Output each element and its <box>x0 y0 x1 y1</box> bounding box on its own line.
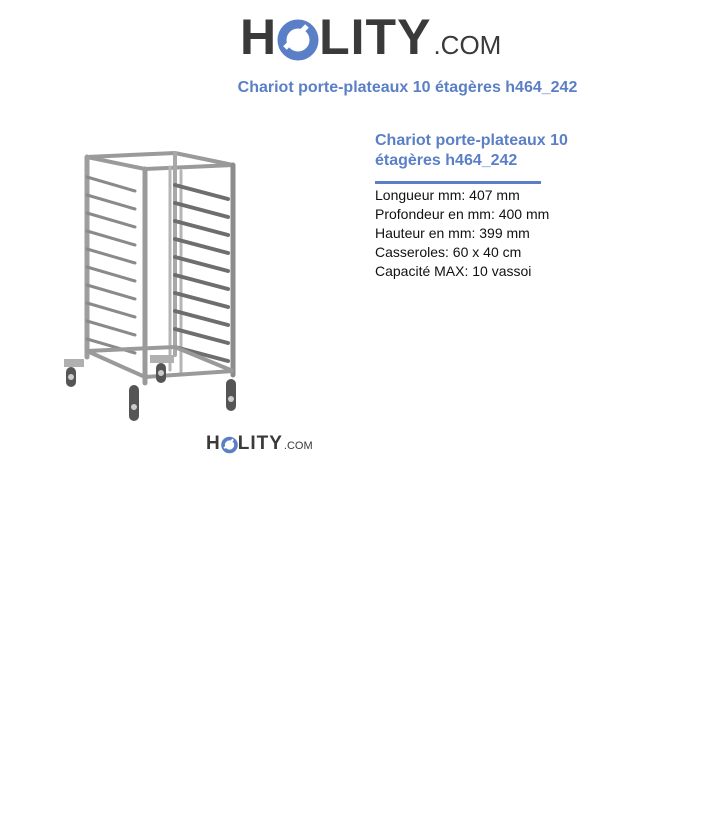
product-image <box>50 145 250 435</box>
spec-capacity: Capacité MAX: 10 vassoi <box>375 263 532 279</box>
page-title: Chariot porte-plateaux 10 étagères h464_242 <box>237 79 578 96</box>
spec-depth: Profondeur en mm: 400 mm <box>375 206 550 222</box>
spec-length: Longueur mm: 407 mm <box>375 187 520 203</box>
watermark-letters-lity: LITY <box>237 433 283 454</box>
product-title <box>375 131 605 171</box>
spec-height: Hauteur en mm: 399 mm <box>375 225 530 241</box>
logo-letter-h: H <box>240 9 278 65</box>
watermark-ring-icon <box>221 436 238 454</box>
logo-ring-icon <box>277 18 319 62</box>
watermark-suffix: .COM <box>283 440 313 452</box>
logo-letters-lity: LITY <box>319 9 432 65</box>
watermark-letter-h: H <box>206 433 221 454</box>
product-title-line1: Chariot porte-plateaux 10 <box>375 132 568 149</box>
image-watermark-logo <box>206 434 313 454</box>
spec-list <box>375 186 549 281</box>
title-underline <box>375 181 541 184</box>
product-title-line2: étagères h464_242 <box>375 152 518 169</box>
spec-pans: Casseroles: 60 x 40 cm <box>375 244 522 260</box>
logo-suffix: .COM <box>433 30 502 60</box>
site-logo[interactable] <box>240 9 502 65</box>
